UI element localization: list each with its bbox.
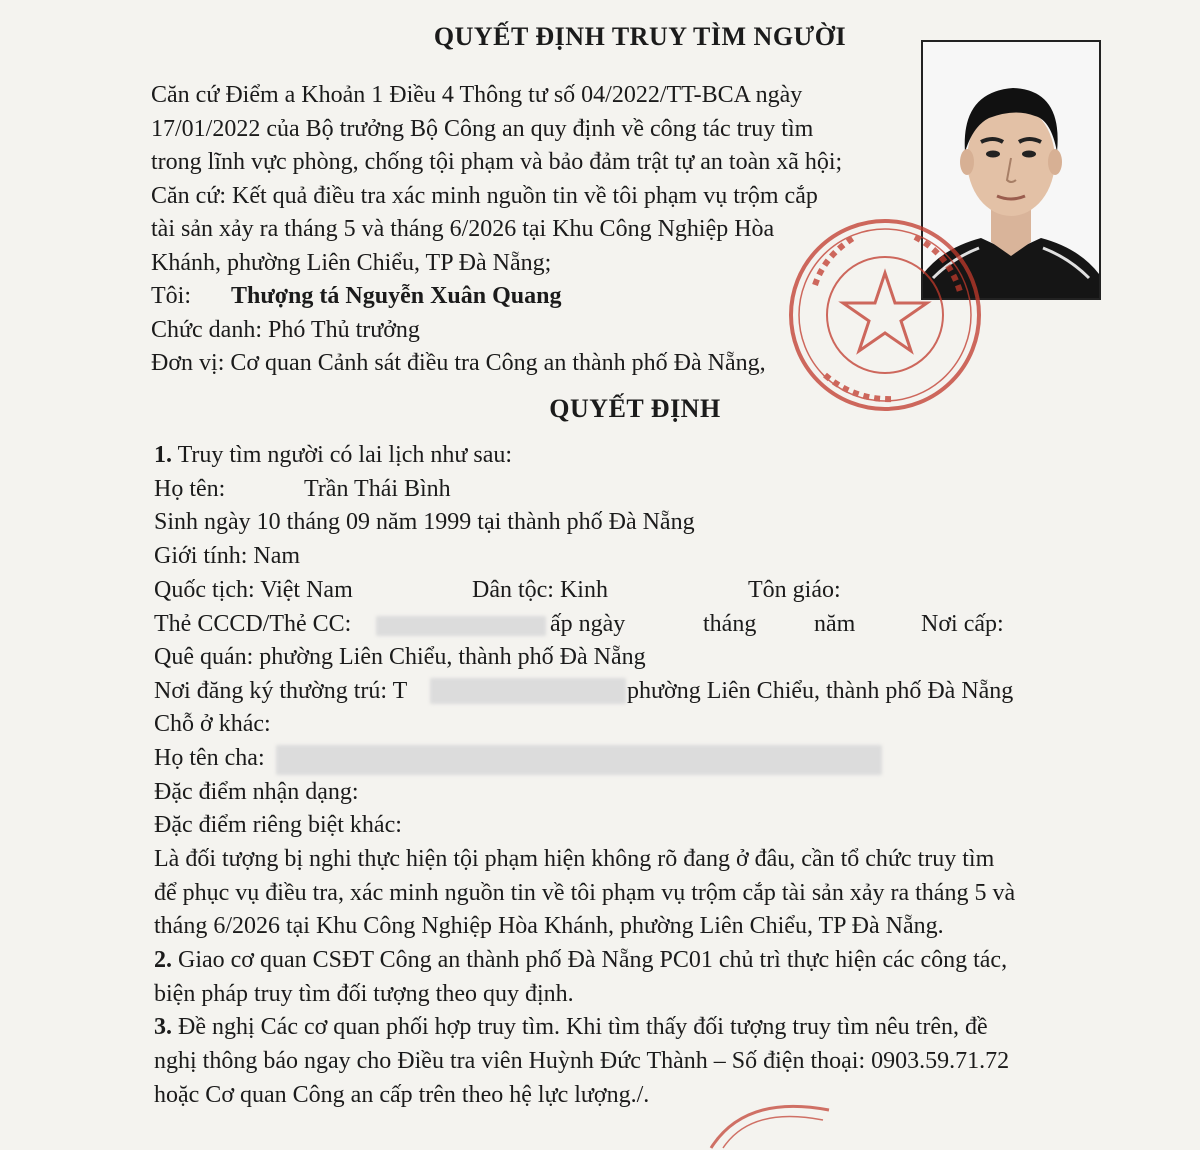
- description-line-1: Là đối tượng bị nghi thực hiện tội phạm hiện không rõ đang ở đâu, cần tổ chức truy tìm: [154, 846, 995, 872]
- item-1: [154, 440, 512, 470]
- preamble-line-3: trong lĩnh vực phòng, chống tội phạm và bảo đảm trật tự an toàn xã hội;: [151, 149, 843, 175]
- residence-row: [154, 676, 1054, 706]
- preamble-line-4: Căn cứ: Kết quả điều tra xác minh nguồn tin về tôi phạm vụ trộm cắp: [151, 183, 818, 209]
- id-issue-place: Nơi cấp:: [921, 611, 1004, 637]
- id-number-redacted: [376, 616, 546, 636]
- item-1-text: Truy tìm người có lai lịch như sau:: [177, 442, 513, 468]
- father-row: [154, 743, 894, 773]
- issuer-position: Chức danh: Phó Thủ trưởng: [151, 317, 420, 343]
- birth-info: Sinh ngày 10 tháng 09 năm 1999 tại thành phố Đà Nẵng: [154, 509, 695, 535]
- nationality: Quốc tịch: Việt Nam: [154, 577, 353, 603]
- description-line-2: để phục vụ điều tra, xác minh nguồn tin về tôi phạm vụ trộm cắp tài sản xảy ra tháng 5 và: [154, 880, 1016, 906]
- id-issue-day: ấp ngày: [550, 611, 626, 637]
- description-line-3: tháng 6/2026 tại Khu Công Nghiệp Hòa Khánh, phường Liên Chiểu, TP Đà Nẵng.: [154, 913, 944, 939]
- residence-value: phường Liên Chiểu, thành phố Đà Nẵng: [627, 678, 1014, 704]
- lower-seal-fragment-icon: [705, 1090, 835, 1150]
- preamble-line-2: 17/01/2022 của Bộ trưởng Bộ Công an quy định về công tác truy tìm: [151, 116, 814, 142]
- issuer-row: [151, 281, 562, 311]
- residence-redacted: [430, 678, 626, 704]
- issuer-name: Thượng tá Nguyễn Xuân Quang: [231, 283, 562, 309]
- name-value: Trần Thái Bình: [304, 476, 451, 502]
- id-label: Thẻ CCCD/Thẻ CC:: [154, 611, 352, 637]
- item-2-line-2: biện pháp truy tìm đối tượng theo quy định.: [154, 981, 574, 1007]
- item-3-line-2: nghị thông báo ngay cho Điều tra viên Huỳnh Đức Thành – Số điện thoại: 0903.59.71.72: [154, 1048, 1010, 1074]
- issuer-label: Tôi:: [151, 283, 191, 309]
- item-3-number: 3.: [154, 1014, 172, 1040]
- item-2-number: 2.: [154, 947, 172, 973]
- nationality-row: [154, 575, 874, 605]
- ethnicity: Dân tộc: Kinh: [472, 577, 608, 603]
- decision-heading: QUYẾT ĐỊNH: [549, 394, 721, 423]
- name-row: [154, 474, 451, 504]
- item-2-line-1: [154, 945, 1007, 975]
- hometown: Quê quán: phường Liên Chiểu, thành phố Đà Nẵng: [154, 644, 646, 670]
- police-seal-icon: [785, 215, 985, 415]
- father-name-redacted: [276, 745, 882, 775]
- residence-label: Nơi đăng ký thường trú: T: [154, 678, 408, 704]
- identifying-features: Đặc điểm nhận dạng:: [154, 779, 359, 805]
- id-issue-month: tháng: [703, 611, 757, 637]
- distinct-features: Đặc điểm riêng biệt khác:: [154, 812, 402, 838]
- item-3-line-1: [154, 1012, 988, 1042]
- preamble-line-1: Căn cứ Điểm a Khoản 1 Điều 4 Thông tư số 04/2022/TT-BCA ngày: [151, 82, 803, 108]
- preamble-line-5: tài sản xảy ra tháng 5 và tháng 6/2026 tại Khu Công Nghiệp Hòa: [151, 216, 775, 242]
- gender: Giới tính: Nam: [154, 543, 301, 569]
- item-3-text: Đề nghị Các cơ quan phối hợp truy tìm. Khi tìm thấy đối tượng truy tìm nêu trên, đề: [178, 1014, 988, 1040]
- issuer-unit: Đơn vị: Cơ quan Cảnh sát điều tra Công an thành phố Đà Nẵng,: [151, 350, 766, 376]
- preamble-line-6: Khánh, phường Liên Chiểu, TP Đà Nẵng;: [151, 250, 552, 276]
- name-label: Họ tên:: [154, 476, 226, 502]
- other-residence: Chỗ ở khác:: [154, 711, 271, 737]
- item-2-text: Giao cơ quan CSĐT Công an thành phố Đà Nẵng PC01 chủ trì thực hiện các công tác,: [178, 947, 1008, 973]
- father-label: Họ tên cha:: [154, 745, 265, 771]
- item-1-number: 1.: [154, 442, 172, 468]
- id-card-row: [154, 609, 1034, 639]
- document-title: QUYẾT ĐỊNH TRUY TÌM NGƯỜI: [433, 22, 847, 51]
- religion: Tôn giáo:: [748, 577, 841, 603]
- id-issue-year: năm: [814, 611, 856, 637]
- item-3-line-3: hoặc Cơ quan Công an cấp trên theo hệ lực lượng./.: [154, 1082, 650, 1108]
